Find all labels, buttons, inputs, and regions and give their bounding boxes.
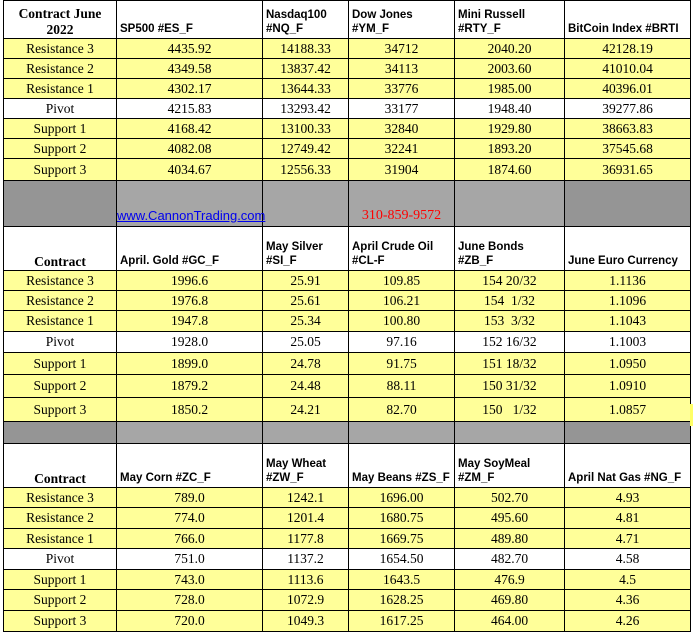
- level-value-cell: 476.9: [455, 570, 565, 590]
- level-value-cell: 1929.80: [455, 119, 565, 139]
- header-label: May Silver #SI_F: [266, 241, 323, 267]
- instrument-header-cell: [263, 444, 349, 488]
- level-value-cell: 4168.42: [117, 119, 263, 139]
- header-label: May SoyMeal #ZM_F: [458, 458, 531, 484]
- level-value-cell: 1617.25: [349, 611, 455, 632]
- level-value-cell: 751.0: [117, 549, 263, 570]
- level-value-cell: 13293.42: [263, 99, 349, 119]
- level-value-cell: 13837.42: [263, 59, 349, 79]
- level-label-cell: Resistance 2: [4, 508, 117, 529]
- level-value-cell: 1.1043: [565, 311, 691, 332]
- table-row: [4, 139, 691, 159]
- level-value-cell: 151 18/32: [455, 353, 565, 375]
- table-row: [4, 159, 691, 181]
- level-value-cell: 13100.33: [263, 119, 349, 139]
- table-row: [4, 79, 691, 99]
- level-label-cell: Support 3: [4, 398, 117, 422]
- level-value-cell: 39277.86: [565, 99, 691, 119]
- level-value-cell: 1879.2: [117, 375, 263, 398]
- level-value-cell: 34113: [349, 59, 455, 79]
- level-value-cell: 42128.19: [565, 39, 691, 59]
- level-value-cell: 106.21: [349, 291, 455, 311]
- level-value-cell: 1.0910: [565, 375, 691, 398]
- level-label-cell: Resistance 3: [4, 271, 117, 291]
- level-value-cell: 12556.33: [263, 159, 349, 181]
- level-value-cell: 37545.68: [565, 139, 691, 159]
- instrument-header-cell: [565, 444, 691, 488]
- level-value-cell: 109.85: [349, 271, 455, 291]
- level-value-cell: 13644.33: [263, 79, 349, 99]
- instrument-header-cell: [117, 1, 263, 39]
- level-value-cell: 1137.2: [263, 549, 349, 570]
- level-value-cell: 32840: [349, 119, 455, 139]
- header-label: Mini Russell #RTY_F: [458, 9, 526, 35]
- separator-cell: [565, 181, 691, 227]
- level-value-cell: 12749.42: [263, 139, 349, 159]
- instrument-header-cell: [565, 1, 691, 39]
- instrument-header-cell: [117, 444, 263, 488]
- level-value-cell: 1654.50: [349, 549, 455, 570]
- level-value-cell: 1049.3: [263, 611, 349, 632]
- separator-cell: [263, 181, 349, 227]
- header-label: BitCoin Index #BRTI: [568, 23, 679, 35]
- header-row: [4, 1, 691, 39]
- table-row: [4, 529, 691, 549]
- separator-row: [4, 181, 691, 227]
- level-label-cell: Pivot: [4, 99, 117, 119]
- level-value-cell: 1976.8: [117, 291, 263, 311]
- website-link[interactable]: www.CannonTrading.com: [117, 208, 266, 223]
- level-value-cell: 4.58: [565, 549, 691, 570]
- level-value-cell: 489.80: [455, 529, 565, 549]
- level-label-cell: Resistance 2: [4, 291, 117, 311]
- separator-cell: [349, 181, 455, 227]
- level-value-cell: 1899.0: [117, 353, 263, 375]
- level-label-cell: Resistance 3: [4, 39, 117, 59]
- table-row: [4, 332, 691, 353]
- level-value-cell: 1.1096: [565, 291, 691, 311]
- level-value-cell: 4215.83: [117, 99, 263, 119]
- level-label-cell: Resistance 2: [4, 59, 117, 79]
- level-value-cell: 4.71: [565, 529, 691, 549]
- level-value-cell: 1680.75: [349, 508, 455, 529]
- level-value-cell: 4.36: [565, 590, 691, 611]
- instrument-header-cell: [455, 227, 565, 271]
- level-value-cell: 88.11: [349, 375, 455, 398]
- level-value-cell: 469.80: [455, 590, 565, 611]
- header-label: Contract June 2022: [18, 6, 102, 37]
- level-value-cell: 774.0: [117, 508, 263, 529]
- separator-cell: [117, 422, 263, 444]
- level-value-cell: 4082.08: [117, 139, 263, 159]
- level-value-cell: 4302.17: [117, 79, 263, 99]
- instrument-header-cell: [349, 227, 455, 271]
- header-label: April Crude Oil #CL-F: [352, 241, 434, 267]
- level-label-cell: Support 3: [4, 159, 117, 181]
- level-label-cell: Support 2: [4, 590, 117, 611]
- level-value-cell: 1628.25: [349, 590, 455, 611]
- level-value-cell: 789.0: [117, 488, 263, 508]
- level-label-cell: Resistance 3: [4, 488, 117, 508]
- level-value-cell: 1696.00: [349, 488, 455, 508]
- level-value-cell: 728.0: [117, 590, 263, 611]
- separator-cell: [455, 181, 565, 227]
- level-label-cell: Resistance 1: [4, 79, 117, 99]
- level-value-cell: 1072.9: [263, 590, 349, 611]
- separator-cell: [4, 181, 117, 227]
- level-value-cell: 743.0: [117, 570, 263, 590]
- phone-number: 310-859-9572: [361, 208, 442, 223]
- level-value-cell: 25.61: [263, 291, 349, 311]
- separator-cell: [117, 181, 266, 227]
- level-value-cell: 4.26: [565, 611, 691, 632]
- table-row: [4, 119, 691, 139]
- separator-cell: [455, 422, 565, 444]
- header-label: Nasdaq100 #NQ_F: [266, 9, 327, 35]
- level-value-cell: 2040.20: [455, 39, 565, 59]
- level-value-cell: 1201.4: [263, 508, 349, 529]
- level-value-cell: 1893.20: [455, 139, 565, 159]
- level-value-cell: 24.48: [263, 375, 349, 398]
- table-row: [4, 39, 691, 59]
- separator-cell: [349, 422, 455, 444]
- level-value-cell: 25.05: [263, 332, 349, 353]
- table-row: [4, 549, 691, 570]
- level-value-cell: 1850.2: [117, 398, 263, 422]
- level-value-cell: 2003.60: [455, 59, 565, 79]
- level-value-cell: 91.75: [349, 353, 455, 375]
- instrument-header-cell: [565, 227, 691, 271]
- level-value-cell: 34712: [349, 39, 455, 59]
- table-row: [4, 59, 691, 79]
- level-label-cell: Resistance 1: [4, 529, 117, 549]
- level-value-cell: 1.1136: [565, 271, 691, 291]
- level-label-cell: Support 1: [4, 353, 117, 375]
- level-value-cell: 1.0950: [565, 353, 691, 375]
- level-value-cell: 150 1/32: [455, 398, 565, 422]
- level-value-cell: 482.70: [455, 549, 565, 570]
- level-value-cell: 25.91: [263, 271, 349, 291]
- header-row: [4, 227, 691, 271]
- instrument-header-cell: [117, 227, 263, 271]
- header-label: June Bonds #ZB_F: [458, 241, 524, 267]
- table-row: [4, 291, 691, 311]
- separator-row: [4, 422, 691, 444]
- pivot-levels-table: [3, 0, 691, 632]
- header-label: SP500 #ES_F: [120, 23, 193, 35]
- separator-cell: [4, 422, 117, 444]
- level-value-cell: 1948.40: [455, 99, 565, 119]
- table-row: [4, 570, 691, 590]
- instrument-header-cell: [349, 444, 455, 488]
- header-label: Contract: [34, 254, 86, 269]
- table-row: [4, 590, 691, 611]
- instrument-header-cell: [349, 1, 455, 39]
- level-value-cell: 720.0: [117, 611, 263, 632]
- table-row: [4, 271, 691, 291]
- header-label: May Wheat #ZW_F: [266, 458, 327, 484]
- level-value-cell: 97.16: [349, 332, 455, 353]
- level-value-cell: 153 3/32: [455, 311, 565, 332]
- separator-cell: [565, 422, 691, 444]
- level-value-cell: 1985.00: [455, 79, 565, 99]
- level-value-cell: 41010.04: [565, 59, 691, 79]
- level-value-cell: 100.80: [349, 311, 455, 332]
- header-row: [4, 444, 691, 488]
- header-label: May Corn #ZC_F: [120, 472, 211, 484]
- level-value-cell: 1996.6: [117, 271, 263, 291]
- level-label-cell: Pivot: [4, 549, 117, 570]
- level-value-cell: 24.21: [263, 398, 349, 422]
- level-value-cell: 1.0857: [565, 398, 691, 422]
- level-value-cell: 1928.0: [117, 332, 263, 353]
- level-value-cell: 150 31/32: [455, 375, 565, 398]
- table-row: [4, 375, 691, 398]
- level-label-cell: Support 1: [4, 119, 117, 139]
- header-label: April. Gold #GC_F: [120, 255, 220, 267]
- instrument-header-cell: [455, 1, 565, 39]
- header-label: Dow Jones #YM_F: [352, 9, 413, 35]
- header-label: Contract: [34, 471, 86, 486]
- table-row: [4, 398, 691, 422]
- level-value-cell: 33177: [349, 99, 455, 119]
- level-label-cell: Support 2: [4, 139, 117, 159]
- level-value-cell: 1113.6: [263, 570, 349, 590]
- table-row: [4, 508, 691, 529]
- level-label-cell: Support 2: [4, 375, 117, 398]
- header-label: April Nat Gas #NG_F: [568, 472, 682, 484]
- instrument-header-cell: [263, 1, 349, 39]
- contract-header-cell: [4, 1, 117, 39]
- level-value-cell: 38663.83: [565, 119, 691, 139]
- level-value-cell: 82.70: [349, 398, 455, 422]
- table-row: [4, 611, 691, 632]
- level-value-cell: 1177.8: [263, 529, 349, 549]
- level-value-cell: 766.0: [117, 529, 263, 549]
- table-row: [4, 311, 691, 332]
- level-value-cell: 502.70: [455, 488, 565, 508]
- level-value-cell: 4.93: [565, 488, 691, 508]
- level-value-cell: 24.78: [263, 353, 349, 375]
- level-value-cell: 14188.33: [263, 39, 349, 59]
- level-value-cell: 4435.92: [117, 39, 263, 59]
- instrument-header-cell: [263, 227, 349, 271]
- level-value-cell: 4034.67: [117, 159, 263, 181]
- level-value-cell: 152 16/32: [455, 332, 565, 353]
- level-label-cell: Support 3: [4, 611, 117, 632]
- level-value-cell: 1947.8: [117, 311, 263, 332]
- level-value-cell: 36931.65: [565, 159, 691, 181]
- level-value-cell: 32241: [349, 139, 455, 159]
- contract-header-cell: [4, 444, 117, 488]
- header-label: June Euro Currency: [568, 255, 678, 267]
- level-value-cell: 33776: [349, 79, 455, 99]
- level-value-cell: 4349.58: [117, 59, 263, 79]
- level-label-cell: Pivot: [4, 332, 117, 353]
- contract-header-cell: [4, 227, 117, 271]
- header-label: May Beans #ZS_F: [352, 472, 450, 484]
- level-value-cell: 154 20/32: [455, 271, 565, 291]
- level-value-cell: 1643.5: [349, 570, 455, 590]
- level-value-cell: 495.60: [455, 508, 565, 529]
- level-label-cell: Resistance 1: [4, 311, 117, 332]
- level-value-cell: 154 1/32: [455, 291, 565, 311]
- level-label-cell: Support 1: [4, 570, 117, 590]
- table-row: [4, 488, 691, 508]
- instrument-header-cell: [455, 444, 565, 488]
- level-value-cell: 4.81: [565, 508, 691, 529]
- table-row: [4, 99, 691, 119]
- level-value-cell: 1874.60: [455, 159, 565, 181]
- level-value-cell: 4.5: [565, 570, 691, 590]
- level-value-cell: 1669.75: [349, 529, 455, 549]
- level-value-cell: 1242.1: [263, 488, 349, 508]
- table-row: [4, 353, 691, 375]
- level-value-cell: 31904: [349, 159, 455, 181]
- level-value-cell: 1.1003: [565, 332, 691, 353]
- level-value-cell: 25.34: [263, 311, 349, 332]
- separator-cell: [263, 422, 349, 444]
- level-value-cell: 464.00: [455, 611, 565, 632]
- level-value-cell: 40396.01: [565, 79, 691, 99]
